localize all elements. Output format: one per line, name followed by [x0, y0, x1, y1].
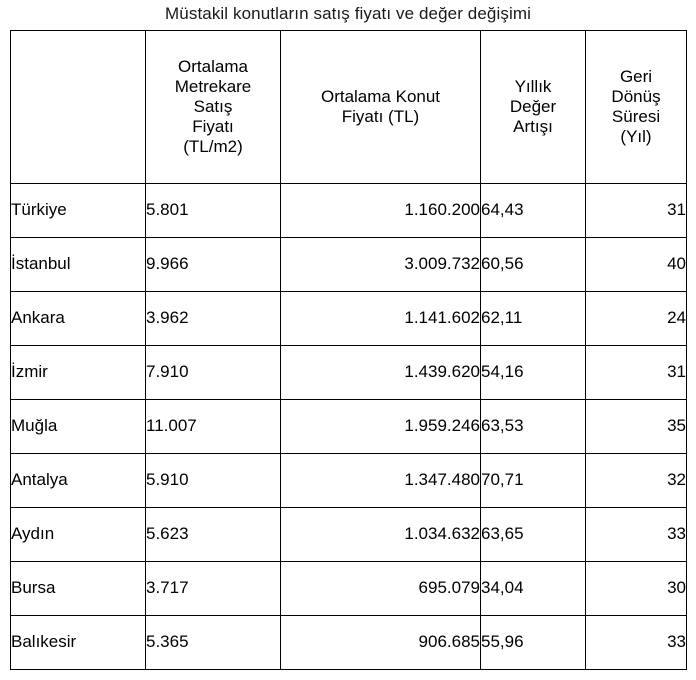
cell-metrekare-fiyat: 3.717 [146, 562, 281, 616]
header-line: Metrekare [174, 76, 252, 96]
cell-city: Balıkesir [11, 616, 146, 670]
cell-konut-fiyat: 1.959.246 [281, 400, 481, 454]
column-header-yillik-deger-artisi-lines [481, 77, 585, 137]
table-header-row [11, 31, 687, 184]
cell-yillik-deger-artisi: 55,96 [481, 616, 586, 670]
cell-konut-fiyat: 1.141.602 [281, 292, 481, 346]
cell-metrekare-fiyat: 11.007 [146, 400, 281, 454]
cell-city: Bursa [11, 562, 146, 616]
column-header-yillik-deger-artisi [481, 31, 586, 184]
header-line: Fiyatı (TL) [341, 107, 420, 126]
cell-city: İstanbul [11, 238, 146, 292]
cell-geri-donus-suresi: 24 [586, 292, 687, 346]
table-row [11, 454, 687, 508]
cell-geri-donus-suresi: 35 [586, 400, 687, 454]
cell-city: Türkiye [11, 184, 146, 238]
table-body [11, 184, 687, 670]
cell-geri-donus-suresi: 31 [586, 346, 687, 400]
cell-geri-donus-suresi: 30 [586, 562, 687, 616]
cell-geri-donus-suresi: 31 [586, 184, 687, 238]
cell-geri-donus-suresi: 32 [586, 454, 687, 508]
cell-metrekare-fiyat: 3.962 [146, 292, 281, 346]
cell-geri-donus-suresi: 33 [586, 616, 687, 670]
header-line: Geri [619, 66, 653, 86]
cell-konut-fiyat: 1.034.632 [281, 508, 481, 562]
header-line: Satış [193, 96, 233, 116]
header-line: Artışı [513, 117, 553, 137]
column-header-geri-donus-suresi-lines [586, 67, 686, 147]
header-line: (Yıl) [620, 127, 652, 147]
cell-city: Ankara [11, 292, 146, 346]
cell-konut-fiyat: 1.160.200 [281, 184, 481, 238]
header-line: Fiyatı [192, 117, 234, 137]
cell-metrekare-fiyat: 5.623 [146, 508, 281, 562]
cell-konut-fiyat: 3.009.732 [281, 238, 481, 292]
cell-konut-fiyat: 695.079 [281, 562, 481, 616]
header-line: Yıllık [514, 76, 552, 96]
housing-price-table [10, 30, 687, 670]
cell-konut-fiyat: 1.347.480 [281, 454, 481, 508]
table-row [11, 184, 687, 238]
header-line: (TL/m2) [183, 137, 243, 157]
column-header-konut-fiyat-lines [281, 87, 480, 127]
cell-konut-fiyat: 1.439.620 [281, 346, 481, 400]
column-header-metrekare-fiyat-lines [146, 57, 280, 157]
header-line: Süresi [611, 107, 661, 126]
table-row [11, 616, 687, 670]
cell-yillik-deger-artisi: 62,11 [481, 292, 586, 346]
cell-city: Muğla [11, 400, 146, 454]
cell-metrekare-fiyat: 7.910 [146, 346, 281, 400]
table-row [11, 346, 687, 400]
header-line: Dönüş [611, 86, 661, 106]
header-line: Ortalama Konut [320, 86, 441, 106]
cell-yillik-deger-artisi: 64,43 [481, 184, 586, 238]
page-title: Müstakil konutların satış fiyatı ve değer değişimi [165, 4, 531, 23]
cell-yillik-deger-artisi: 34,04 [481, 562, 586, 616]
column-header-city [11, 31, 146, 184]
cell-metrekare-fiyat: 5.365 [146, 616, 281, 670]
table-row [11, 508, 687, 562]
header-line: Değer [509, 96, 557, 116]
cell-metrekare-fiyat: 5.910 [146, 454, 281, 508]
table-header [11, 31, 687, 184]
cell-yillik-deger-artisi: 60,56 [481, 238, 586, 292]
table-row [11, 400, 687, 454]
cell-konut-fiyat: 906.685 [281, 616, 481, 670]
cell-metrekare-fiyat: 9.966 [146, 238, 281, 292]
cell-yillik-deger-artisi: 63,65 [481, 508, 586, 562]
column-header-konut-fiyat [281, 31, 481, 184]
cell-yillik-deger-artisi: 70,71 [481, 454, 586, 508]
column-header-metrekare-fiyat [146, 31, 281, 184]
cell-city: İzmir [11, 346, 146, 400]
cell-geri-donus-suresi: 40 [586, 238, 687, 292]
cell-yillik-deger-artisi: 63,53 [481, 400, 586, 454]
table-row [11, 238, 687, 292]
table-row [11, 562, 687, 616]
cell-city: Aydın [11, 508, 146, 562]
column-header-geri-donus-suresi [586, 31, 687, 184]
header-line: Ortalama [178, 56, 248, 76]
cell-metrekare-fiyat: 5.801 [146, 184, 281, 238]
cell-city: Antalya [11, 454, 146, 508]
cell-yillik-deger-artisi: 54,16 [481, 346, 586, 400]
table-row [11, 292, 687, 346]
cell-geri-donus-suresi: 33 [586, 508, 687, 562]
